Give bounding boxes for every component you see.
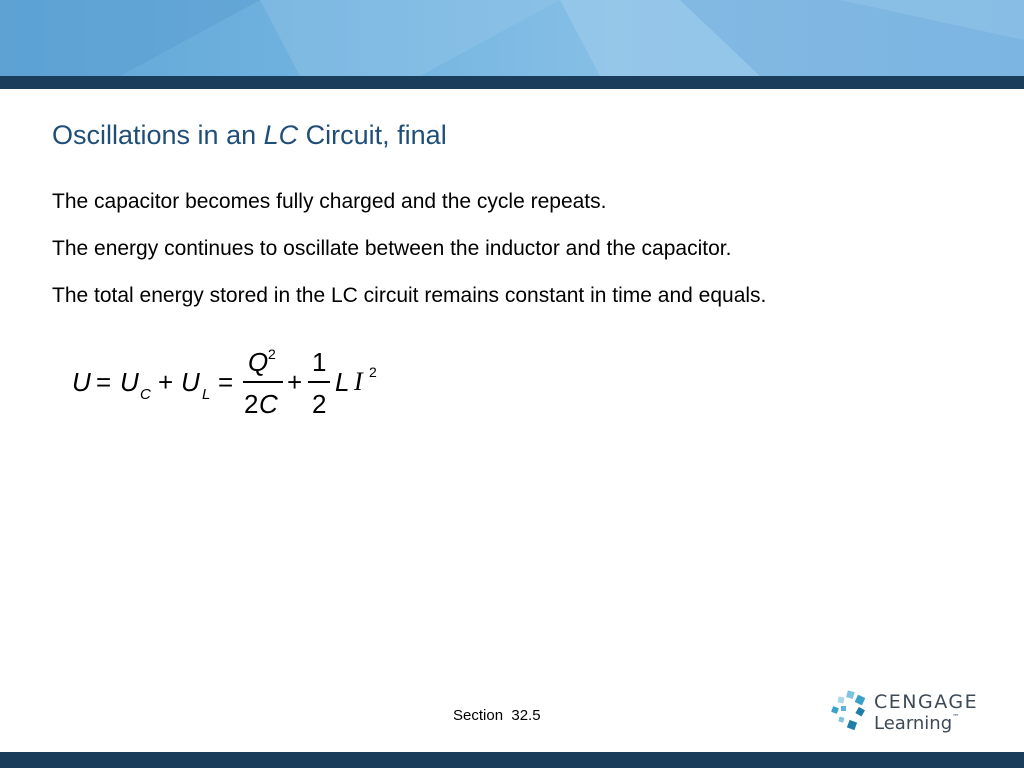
- title-suffix: Circuit, final: [305, 120, 447, 150]
- header-banner: [0, 0, 1024, 76]
- eq-frac2-bar: [308, 381, 330, 383]
- cengage-logo-icon: [830, 690, 870, 734]
- eq-plus-2: +: [287, 367, 303, 397]
- eq-frac1-den-coef: 2: [244, 389, 259, 419]
- slide-title: [52, 120, 447, 151]
- eq-frac2-num: 1: [312, 347, 327, 377]
- logo-text-cengage: CENGAGE: [874, 691, 979, 713]
- eq-frac1-den-var: C: [259, 389, 278, 419]
- cengage-logo: [830, 690, 990, 740]
- eq-frac1-num-sup: 2: [268, 346, 276, 362]
- logo-trademark: ™: [952, 713, 960, 721]
- eq-U: U: [72, 367, 91, 397]
- eq-I: I: [354, 367, 363, 396]
- title-italic: LC: [263, 120, 299, 150]
- eq-UL: U: [181, 367, 200, 397]
- eq-equals-2: =: [218, 367, 234, 397]
- eq-UL-sub: L: [202, 386, 211, 403]
- header-stripe: [0, 76, 1024, 89]
- body-line-1: The capacitor becomes fully charged and the cycle repeats.: [52, 190, 607, 213]
- body-line-3: The total energy stored in the LC circuit remains constant in time and equals.: [52, 284, 767, 307]
- title-prefix: Oscillations in an: [52, 120, 257, 150]
- banner-decoration: [0, 0, 1024, 76]
- eq-UC: U: [120, 367, 139, 397]
- energy-equation: [72, 342, 392, 426]
- eq-equals-1: =: [96, 367, 112, 397]
- body-line-2: The energy continues to oscillate between the inductor and the capacitor.: [52, 237, 732, 260]
- eq-I-sup: 2: [369, 364, 377, 380]
- eq-UC-sub: C: [140, 386, 151, 403]
- logo-learning-word: Learning: [874, 713, 953, 734]
- eq-plus-1: +: [158, 367, 174, 397]
- footer-stripe: [0, 752, 1024, 768]
- eq-frac1-num: Q: [248, 347, 269, 377]
- eq-frac2-den: 2: [312, 389, 327, 419]
- logo-text-learning: [874, 713, 959, 734]
- eq-L: L: [335, 367, 350, 397]
- section-label: Section 32.5: [453, 707, 541, 724]
- eq-frac1-bar: [243, 381, 283, 383]
